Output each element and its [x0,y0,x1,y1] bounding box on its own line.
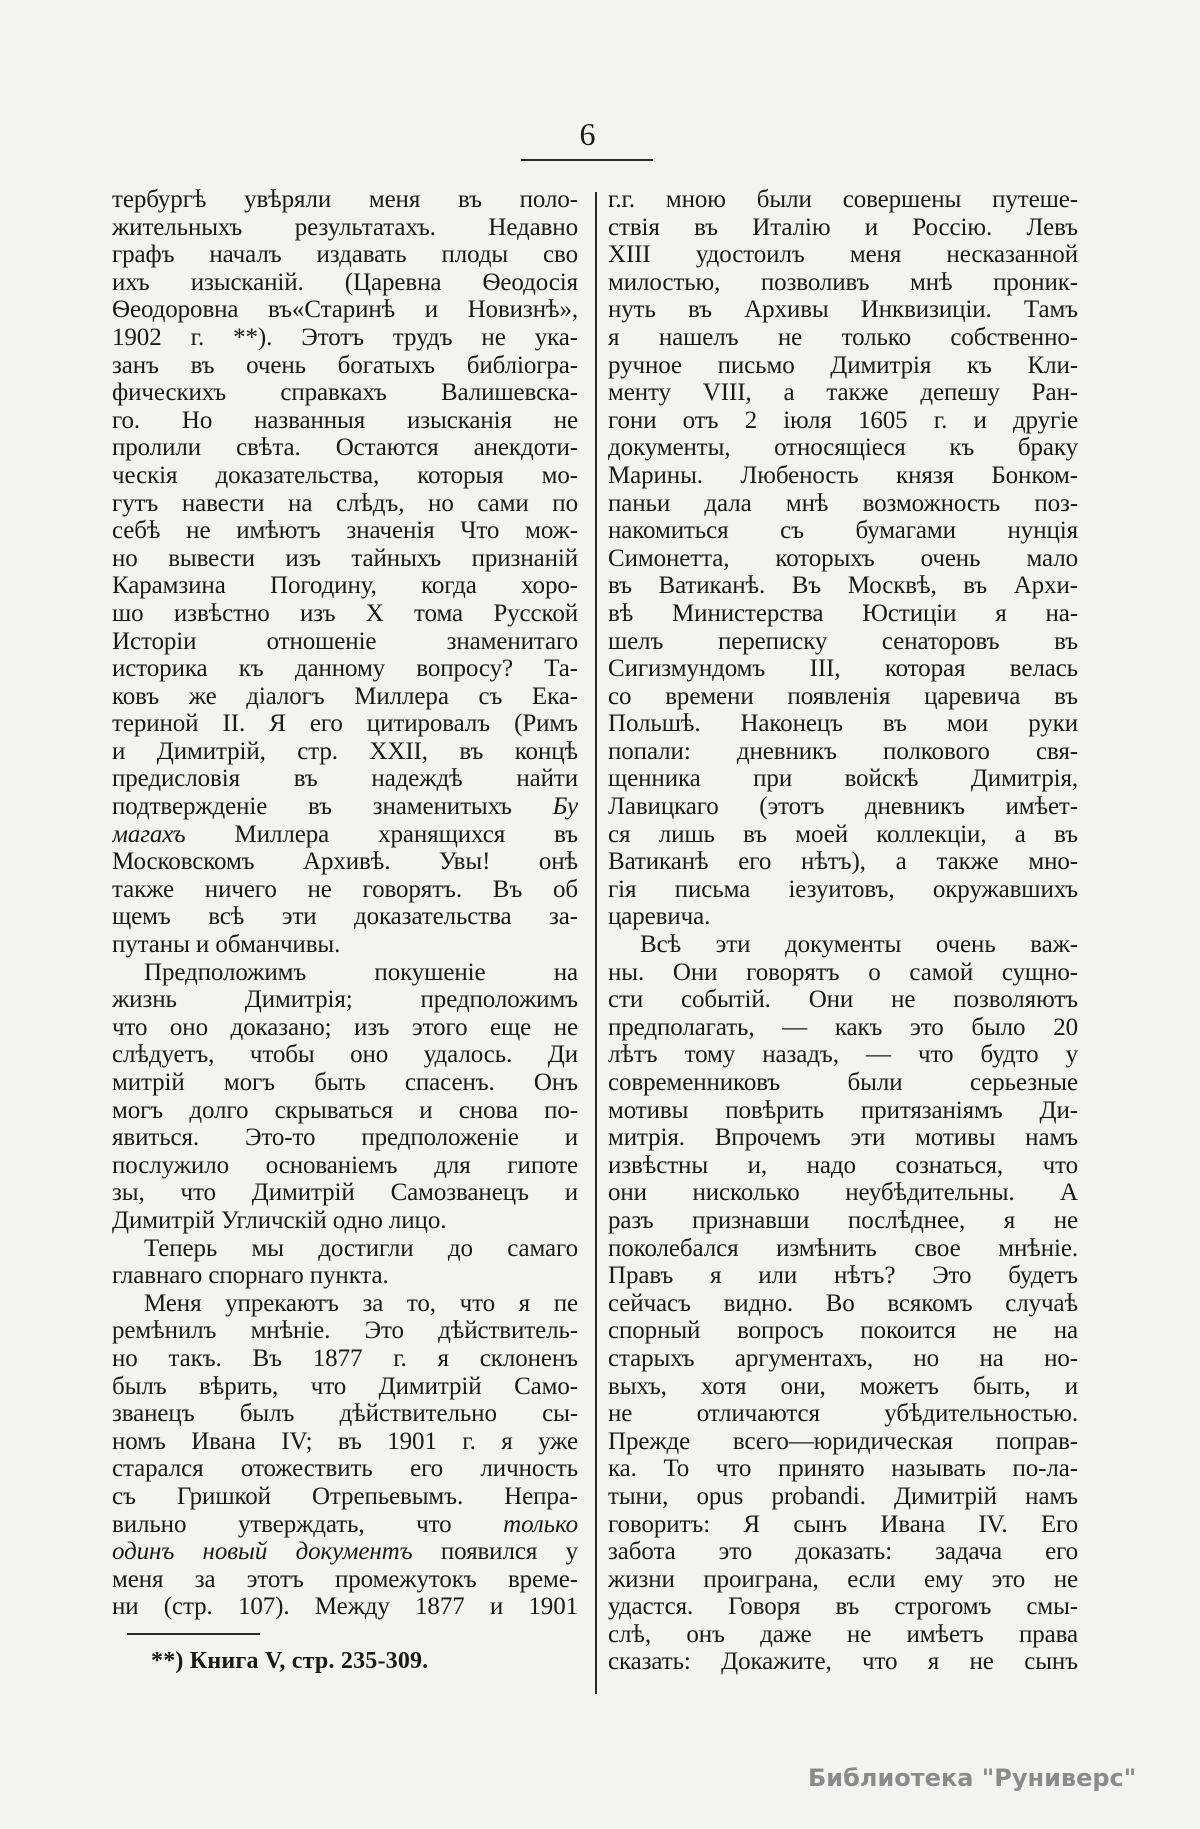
text-line: ствія въ Италію и Россію. Левъ [608,213,1078,241]
text-line: что оно доказано; изъ этого еще не [112,1013,578,1041]
text-line: зы, что Димитрій Самозванецъ и [112,1179,578,1207]
left-column [112,186,578,1621]
text-line: митрій могъ быть спасенъ. Онъ [112,1069,578,1096]
text-line: одинъ новый документъ появился у [112,1538,578,1566]
text-line: предисловія въ надеждѣ найти [112,765,578,793]
text-line: Прежде всего—юридическая поправ- [608,1427,1078,1455]
text-line: былъ вѣрить, что Димитрій Само- [112,1372,578,1400]
text-line: гія письма іезуитовъ, окружавшихъ [608,875,1078,903]
text-line: гони отъ 2 іюля 1605 г. и другіе [608,406,1078,434]
text-line: ка. То что принято называть по-ла- [608,1455,1078,1483]
text-line: я нашелъ не только собственно- [608,323,1078,351]
footnote-rule [127,1633,260,1635]
text-line: милостью, позволивъ мнѣ проник- [608,268,1078,296]
text-line: послужило основаніемъ для гипоте [112,1151,578,1179]
text-line: щенника при войскѣ Димитрія, [608,765,1078,793]
text-line: Московскомъ Архивѣ. Увы! онѣ [112,848,578,876]
text-line: Лавицкаго (этотъ дневникъ имѣет- [608,793,1078,821]
text-line: меня за этотъ промежутокъ време- [112,1565,578,1593]
text-line: царевича. [608,903,711,931]
text-line: Ѳеодоровна въ«Старинѣ и Новизнѣ», [112,296,578,324]
text-line: ся лишь въ моей коллекціи, а въ [608,820,1078,848]
text-line: спорный вопросъ покоится не на [608,1317,1078,1345]
text-line: накомиться съ бумагами нунція [608,517,1078,545]
text-line: старыхъ аргументахъ, но на но- [608,1344,1078,1372]
text-line: нуть въ Архивы Инквизиціи. Тамъ [608,296,1078,324]
text-line: Польшѣ. Наконецъ въ мои руки [608,710,1078,738]
text-line: ны. Они говорятъ о самой сущно- [608,958,1078,986]
text-line: современниковъ были серьезные [608,1069,1078,1096]
text-line: Сигизмундомъ III, которая велась [608,655,1078,683]
text-line: тыни, opus probandi. Димитрій намъ [608,1482,1078,1510]
text-line: пролили свѣта. Остаются анекдоти- [112,434,578,462]
text-line: вильно утверждать, что только [112,1510,578,1538]
text-line: извѣстны и, надо сознаться, что [608,1151,1078,1179]
text-line: ихъ изысканій. (Царевна Ѳеодосія [112,268,578,296]
page-number-rule [521,159,653,161]
text-line: Предположимъ покушеніе на [144,958,578,986]
text-line: Правъ я или нѣтъ? Это будетъ [608,1262,1078,1290]
library-watermark: Библиотека "Руниверс" [808,1764,1137,1792]
text-line: говоритъ: Я сынъ Ивана IV. Его [608,1510,1078,1538]
page-number: 6 [579,116,596,152]
text-line: тербургѣ увѣряли меня въ поло- [112,186,578,213]
text-line: сейчасъ видно. Во всякомъ случаѣ [608,1289,1078,1317]
text-line: Исторіи отношеніе знаменитаго [112,627,578,655]
text-line: сти событій. Они не позволяютъ [608,986,1078,1014]
text-line: менту VIII, а также депешу Ран- [608,379,1078,407]
text-line: могъ долго скрываться и снова по- [112,1096,578,1124]
text-line: щемъ всѣ эти доказательства за- [112,903,578,931]
text-line: явиться. Это-то предположеніе и [112,1124,578,1152]
text-line: жизни проиграна, если ему это не [608,1565,1078,1593]
text-line: шелъ переписку сенаторовъ въ [608,627,1078,655]
text-line: ческія доказательства, которыя мо- [112,461,578,489]
italic-text: одинъ новый документъ [112,1538,413,1566]
text-line: также ничего не говорятъ. Въ об [112,875,578,903]
text-line: себѣ не имѣютъ значенія Что мож- [112,517,578,545]
text-line: не отличаются убѣдительностью. [608,1400,1078,1428]
right-column [608,186,1078,1676]
text-line: ни (стр. 107). Между 1877 и 1901 [112,1593,578,1621]
footnote: **) Книга V, стр. 235-309. [151,1648,429,1674]
text-line: лѣтъ тому назадъ, — что будто у [608,1041,1078,1069]
text-line: жительныхъ результатахъ. Недавно [112,213,578,241]
text-line: выхъ, хотя они, можетъ быть, и [608,1372,1078,1400]
text-line: фическихъ справкахъ Валишевска- [112,379,578,407]
text-line: историка къ данному вопросу? Та- [112,655,578,683]
italic-text: магахъ [112,820,186,848]
text-line: званецъ былъ дѣйствительно сы- [112,1400,578,1428]
text-line: занъ въ очень богатыхъ библіогра- [112,351,578,379]
text-line: забота это доказать: задача его [608,1538,1078,1566]
text-line: гутъ навести на слѣдъ, но сами по [112,489,578,517]
text-line: но вывести изъ тайныхъ признаній [112,544,578,572]
text-line: разъ признавши послѣднее, я не [608,1206,1078,1234]
text-line: и Димитрій, стр. XXII, въ концѣ [112,737,578,765]
text-line: слѣ, онъ даже не имѣетъ права [608,1620,1078,1648]
text-line: сказать: Докажите, что я не сынъ [608,1648,1078,1676]
text-line: со времени появленія царевича въ [608,682,1078,710]
text-line: слѣдуетъ, чтобы оно удалось. Ди [112,1041,578,1069]
text-line: предполагать, — какъ это было 20 [608,1013,1078,1041]
text-line: XIII удостоилъ меня несказанной [608,241,1078,269]
text-line: шо извѣстно изъ X тома Русской [112,599,578,627]
text-line: вѣ Министерства Юстиціи я на- [608,599,1078,627]
text-line: Теперь мы достигли до самаго [144,1234,578,1262]
text-line: попали: дневникъ полкового свя- [608,737,1078,765]
text-line: Димитрій Угличскій одно лицо. [112,1206,447,1234]
text-line: Всѣ эти документы очень важ- [640,931,1078,959]
text-line: удастся. Говоря въ строгомъ смы- [608,1593,1078,1621]
text-line: г.г. мною были совершены путеше- [608,186,1078,213]
text-line: териной II. Я его цитировалъ (Римъ [112,710,578,738]
text-line: Симонетта, которыхъ очень мало [608,544,1078,572]
text-line: го. Но названныя изысканія не [112,406,578,434]
text-line: путаны и обманчивы. [112,931,341,959]
text-line: поколебался измѣнить свое мнѣніе. [608,1234,1078,1262]
text-line: съ Гришкой Отрепьевымъ. Непра- [112,1482,578,1510]
text-line: номъ Ивана IV; въ 1901 г. я уже [112,1427,578,1455]
text-line: 1902 г. **). Этотъ трудъ не ука- [112,323,578,351]
text-line: Ватиканѣ его нѣтъ), а также мно- [608,848,1078,876]
text-line: ремѣнилъ мнѣніе. Это дѣйствитель- [112,1317,578,1345]
text-line: Карамзина Погодину, когда хоро- [112,572,578,600]
text-line: ручное письмо Димитрія къ Кли- [608,351,1078,379]
text-line: подтвержденіе въ знаменитыхъ Бу [112,793,578,821]
text-line: въ Ватиканѣ. Въ Москвѣ, въ Архи- [608,572,1078,600]
text-line: они нисколько неубѣдительны. А [608,1179,1078,1207]
text-line: магахъ Миллера хранящихся въ [112,820,578,848]
text-line: но такъ. Въ 1877 г. я склоненъ [112,1344,578,1372]
text-line: документы, относящіеся къ браку [608,434,1078,462]
text-line: главнаго спорнаго пункта. [112,1262,389,1290]
italic-text: Бу [552,793,578,821]
column-divider [595,192,597,1694]
text-line: жизнь Димитрія; предположимъ [112,986,578,1014]
text-line: ковъ же діалогъ Миллера съ Ека- [112,682,578,710]
text-line: старался отожествить его личность [112,1455,578,1483]
text-line: Меня упрекаютъ за то, что я пе [144,1289,578,1317]
text-line: мотивы повѣрить притязаніямъ Ди- [608,1096,1078,1124]
text-line: паньи дала мнѣ возможность поз- [608,489,1078,517]
text-line: митрія. Впрочемъ эти мотивы намъ [608,1124,1078,1152]
italic-text: только [503,1510,578,1538]
text-line: Марины. Любеность князя Бонком- [608,461,1078,489]
text-line: графъ началъ издавать плоды сво [112,241,578,269]
